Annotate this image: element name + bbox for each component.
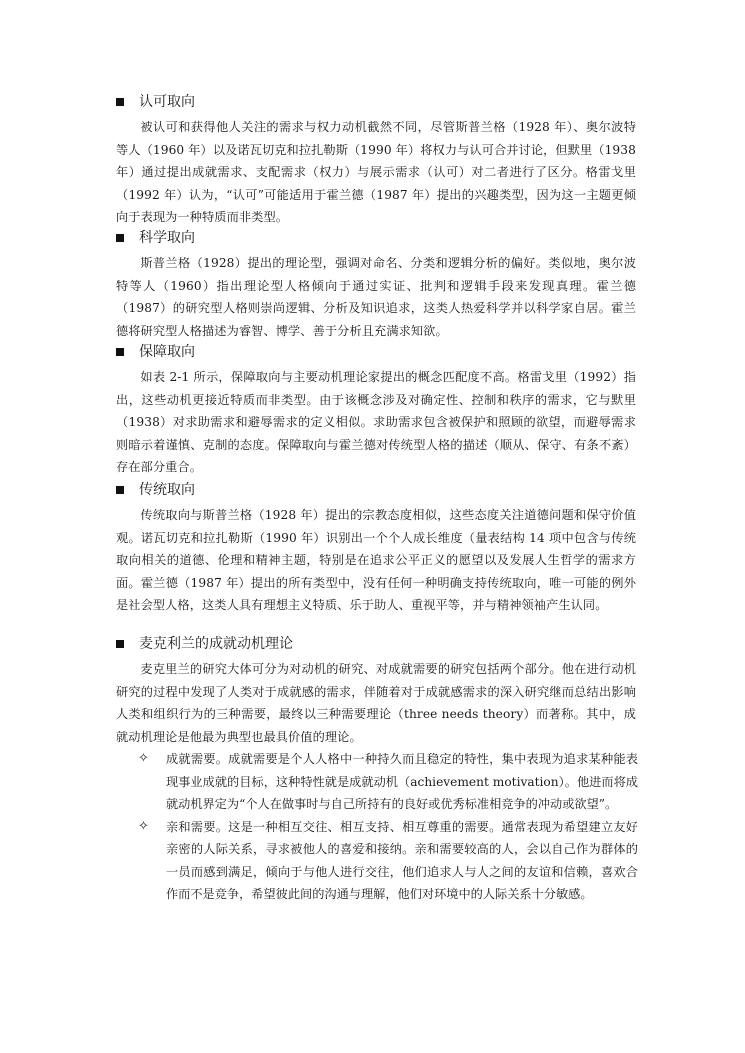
section-paragraph: 传统取向与斯普兰格（1928 年）提出的宗教态度相似，这些态度关注道德问题和保守价值观。诺瓦切克和拉扎勒斯（1990 年）识别出一个个人成长维度（量表结构 14 项中包含与传统取向相关的道德、伦理和精神主题，特别是在追求公平正义的愿望以及发展人生哲学的需求方面。霍兰德（1987 年）提出的所有类型中，没有任何一种明确支持传统取向，唯一可能的例外是社会型人格，这类人具有理想主义特质、乐于助人、重视平等，并与精神领袖产生认同。 <box>116 508 636 612</box>
section-paragraph: 斯普兰格（1928）提出的理论型，强调对命名、分类和逻辑分析的偏好。类似地，奥尔波特等人（1960）指出理论型人格倾向于通过实证、批判和逻辑手段来发现真理。霍兰德（1987）的研究型人格则崇尚逻辑、分析及知识追求，这类人热爱科学并以科学家自居。霍兰德将研究型人格描述为睿智、博学、善于分析且充满求知欲。 <box>116 256 636 338</box>
section-heading <box>116 92 636 112</box>
heading-text: 科学取向 <box>139 230 195 246</box>
square-bullet-icon <box>116 348 124 356</box>
square-bullet-icon <box>116 486 124 494</box>
section-recognition <box>116 92 636 229</box>
square-bullet-icon <box>116 234 124 242</box>
heading-text: 传统取向 <box>139 482 195 498</box>
section-paragraph: 麦克里兰的研究大体可分为对动机的研究、对成就需要的研究包括两个部分。他在进行动机研究的过程中发现了人类对于成就感的需求，伴随着对于成就感需求的深入研究继而总结出影响人类和组织行为的三种需要，最终以三种需要理论（three needs theory）而著称。其中，成就动机理论是他最为典型也最具价值的理论。 <box>116 662 636 744</box>
heading-text: 认可取向 <box>139 94 195 110</box>
section-science <box>116 228 636 342</box>
section-tradition <box>116 480 636 617</box>
section-heading <box>116 480 636 500</box>
section-paragraph: 如表 2-1 所示，保障取向与主要动机理论家提出的概念匹配度不高。格雷戈里（1992）指出，这些动机更接近特质而非类型。由于该概念涉及对确定性、控制和秩序的需求，它与默里（1938）对求助需求和避辱需求的定义相似。求助需求包含被保护和照顾的欲望，而避辱需求则暗示着谨慎、克制的态度。保障取向与霍兰德对传统型人格的描述（顺从、保守、有条不紊）存在部分重合。 <box>116 370 636 474</box>
heading-text: 保障取向 <box>139 344 195 360</box>
section-heading <box>116 634 636 654</box>
diamond-bullet-icon: ✧ <box>138 751 149 766</box>
needs-list <box>138 748 638 906</box>
section-heading <box>116 342 636 362</box>
square-bullet-icon <box>116 98 124 106</box>
diamond-bullet-icon: ✧ <box>138 818 149 834</box>
section-security <box>116 342 636 479</box>
heading-text: 麦克利兰的成就动机理论 <box>139 636 293 652</box>
square-bullet-icon <box>116 640 124 648</box>
list-item-text: 成就需要。成就需要是个人人格中一种持久而且稳定的特性，集中表现为追求某种能表现事业成就的目标，这种特性就是成就动机（achievement motivation）。他进而将成就动机界定为“个人在做事时与自己所持有的良好或优秀标准相竞争的冲动或欲望”。 <box>166 752 638 811</box>
section-mcclelland <box>116 634 636 748</box>
section-paragraph: 被认可和获得他人关注的需求与权力动机截然不同，尽管斯普兰格（1928 年）、奥尔波特等人（1960 年）以及诺瓦切克和拉扎勒斯（1990 年）将权力与认可合并讨论，但默里（1938 年）通过提出成就需求、支配需求（权力）与展示需求（认可）对二者进行了区分。格雷戈里（1992 年）认为，“认可”可能适用于霍兰德（1987 年）提出的兴趣类型，因为这一主题更倾向于表现为一种特质而非类型。 <box>116 120 636 224</box>
section-heading <box>116 228 636 248</box>
list-item <box>138 748 638 816</box>
list-item <box>138 816 638 906</box>
list-item-text: 亲和需要。这是一种相互交往、相互支持、相互尊重的需要。通常表现为希望建立友好亲密的人际关系，寻求被他人的喜爱和接纳。亲和需要较高的人，会以自己作为群体的一员而感到满足，倾向于与他人进行交往，他们追求人与人之间的友谊和信赖，喜欢合作而不是竞争，希望彼此间的沟通与理解，他们对环境中的人际关系十分敏感。 <box>166 819 638 901</box>
